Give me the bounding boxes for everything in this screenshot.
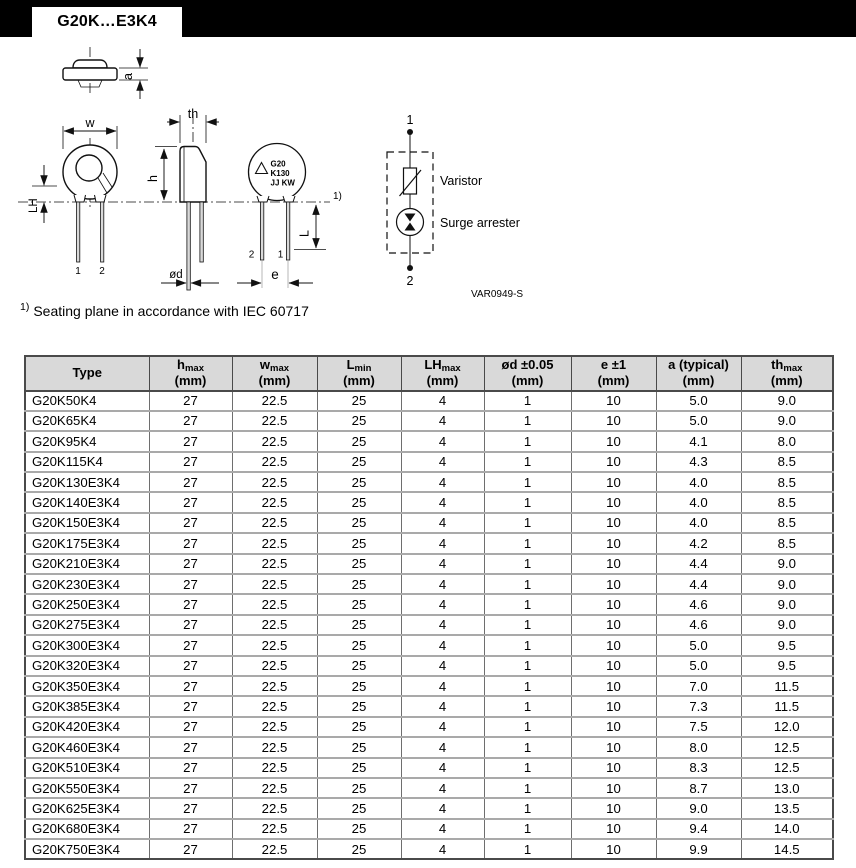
- cell-value: 1: [484, 635, 571, 655]
- cell-value: 1: [484, 431, 571, 451]
- cell-value: 9.0: [741, 554, 833, 574]
- cell-type: G20K350E3K4: [25, 676, 149, 696]
- table-row: [25, 696, 833, 716]
- cell-value: 4: [401, 411, 484, 431]
- front-lead2-label: 2: [99, 266, 105, 277]
- cell-value: 13.5: [741, 798, 833, 818]
- table-row: [25, 513, 833, 533]
- table-row: [25, 819, 833, 839]
- cell-value: 25: [317, 431, 401, 451]
- cell-value: 25: [317, 717, 401, 737]
- col-header-e: e ±1 (mm): [571, 356, 656, 391]
- cell-value: 27: [149, 554, 232, 574]
- cell-value: 8.5: [741, 472, 833, 492]
- cell-value: 25: [317, 472, 401, 492]
- table-body: [25, 391, 833, 860]
- cell-value: 25: [317, 798, 401, 818]
- cell-value: 4: [401, 533, 484, 553]
- cell-value: 13.0: [741, 778, 833, 798]
- varistor-symbol: [400, 168, 422, 196]
- cell-value: 22.5: [232, 798, 317, 818]
- cell-value: 22.5: [232, 717, 317, 737]
- table-row: [25, 411, 833, 431]
- cell-value: 10: [571, 798, 656, 818]
- cell-value: 10: [571, 594, 656, 614]
- cell-type: G20K250E3K4: [25, 594, 149, 614]
- seating-plane-ref: 1): [333, 191, 342, 202]
- table-row: [25, 717, 833, 737]
- marking-line2: K130: [270, 169, 290, 178]
- cell-value: 8.0: [741, 431, 833, 451]
- table-row: [25, 574, 833, 594]
- table-row: [25, 798, 833, 818]
- marking-view-drawing: [237, 144, 342, 289]
- cell-value: 1: [484, 839, 571, 859]
- cell-value: 22.5: [232, 472, 317, 492]
- col-header-type: Type: [25, 356, 149, 391]
- surge-arrester-label: Surge arrester: [440, 216, 520, 230]
- cell-value: 25: [317, 778, 401, 798]
- table-row: [25, 656, 833, 676]
- dim-label-od: ød: [169, 269, 183, 281]
- cell-value: 27: [149, 411, 232, 431]
- cell-value: 22.5: [232, 819, 317, 839]
- cell-value: 10: [571, 778, 656, 798]
- cell-value: 22.5: [232, 758, 317, 778]
- cell-value: 9.0: [741, 411, 833, 431]
- cell-value: 4: [401, 594, 484, 614]
- cell-value: 4: [401, 717, 484, 737]
- dim-label-a: a: [121, 73, 135, 80]
- cell-value: 8.7: [656, 778, 741, 798]
- cell-value: 27: [149, 452, 232, 472]
- cell-value: 7.0: [656, 676, 741, 696]
- table-row: [25, 533, 833, 553]
- cell-type: G20K275E3K4: [25, 615, 149, 635]
- cell-value: 10: [571, 737, 656, 757]
- cell-value: 1: [484, 574, 571, 594]
- cell-value: 27: [149, 513, 232, 533]
- cell-value: 4: [401, 696, 484, 716]
- cell-value: 4: [401, 574, 484, 594]
- cell-value: 12.0: [741, 717, 833, 737]
- title-box: [32, 7, 182, 37]
- cell-value: 5.0: [656, 391, 741, 411]
- terminal-2-label: 2: [406, 274, 414, 288]
- cell-value: 5.0: [656, 411, 741, 431]
- marking-line1: G20: [270, 159, 286, 169]
- cell-type: G20K130E3K4: [25, 472, 149, 492]
- cell-value: 11.5: [741, 676, 833, 696]
- cell-type: G20K550E3K4: [25, 778, 149, 798]
- dim-label-l: L: [297, 230, 312, 237]
- cell-value: 1: [484, 391, 571, 411]
- cell-value: 8.3: [656, 758, 741, 778]
- cell-type: G20K210E3K4: [25, 554, 149, 574]
- cell-value: 4.6: [656, 594, 741, 614]
- cell-type: G20K95K4: [25, 431, 149, 451]
- table-row: [25, 758, 833, 778]
- cell-value: 7.5: [656, 717, 741, 737]
- cell-value: 4.4: [656, 554, 741, 574]
- cell-value: 22.5: [232, 411, 317, 431]
- cell-value: 4.1: [656, 431, 741, 451]
- cell-value: 25: [317, 819, 401, 839]
- cell-value: 27: [149, 676, 232, 696]
- cell-value: 22.5: [232, 452, 317, 472]
- cell-type: G20K115K4: [25, 452, 149, 472]
- table-row: [25, 615, 833, 635]
- cell-value: 8.5: [741, 513, 833, 533]
- col-header-wmax: $w_{max}$ (mm): [232, 356, 317, 391]
- cell-value: 1: [484, 411, 571, 431]
- cell-value: 4: [401, 819, 484, 839]
- table-header-row: [25, 356, 833, 391]
- table-row: [25, 778, 833, 798]
- table-row: [25, 635, 833, 655]
- cell-type: G20K320E3K4: [25, 656, 149, 676]
- cell-type: G20K460E3K4: [25, 737, 149, 757]
- cell-value: 8.5: [741, 492, 833, 512]
- dim-label-h: h: [146, 175, 160, 182]
- cell-value: 1: [484, 656, 571, 676]
- cell-value: 4: [401, 452, 484, 472]
- marking-lead-right-label: 1: [277, 249, 284, 261]
- cell-value: 22.5: [232, 737, 317, 757]
- cell-value: 8.5: [741, 533, 833, 553]
- cell-value: 10: [571, 391, 656, 411]
- cell-value: 25: [317, 737, 401, 757]
- cell-value: 10: [571, 839, 656, 859]
- cell-value: 9.5: [741, 635, 833, 655]
- cell-value: 10: [571, 676, 656, 696]
- cell-value: 25: [317, 513, 401, 533]
- table-row: [25, 452, 833, 472]
- cell-value: 9.4: [656, 819, 741, 839]
- table-row: [25, 839, 833, 859]
- cell-value: 27: [149, 533, 232, 553]
- cell-value: 22.5: [232, 615, 317, 635]
- cell-value: 27: [149, 574, 232, 594]
- cell-value: 4: [401, 615, 484, 635]
- cell-value: 25: [317, 615, 401, 635]
- cell-value: 1: [484, 554, 571, 574]
- cell-type: G20K175E3K4: [25, 533, 149, 553]
- cell-value: 4.4: [656, 574, 741, 594]
- cell-value: 11.5: [741, 696, 833, 716]
- cell-value: 1: [484, 492, 571, 512]
- cell-value: 22.5: [232, 696, 317, 716]
- cell-type: G20K65K4: [25, 411, 149, 431]
- cell-value: 1: [484, 758, 571, 778]
- cell-value: 1: [484, 778, 571, 798]
- cell-value: 1: [484, 472, 571, 492]
- cell-value: 1: [484, 717, 571, 737]
- col-header-a: a (typical) (mm): [656, 356, 741, 391]
- front-view-drawing: [28, 116, 117, 277]
- cell-type: G20K680E3K4: [25, 819, 149, 839]
- cell-type: G20K385E3K4: [25, 696, 149, 716]
- cell-value: 10: [571, 472, 656, 492]
- cell-value: 10: [571, 656, 656, 676]
- cell-value: 10: [571, 533, 656, 553]
- cell-value: 27: [149, 391, 232, 411]
- cell-value: 25: [317, 411, 401, 431]
- cell-value: 22.5: [232, 431, 317, 451]
- dim-label-th: th: [187, 107, 199, 121]
- col-header-hmax: $h_{max}$ (mm): [149, 356, 232, 391]
- cell-value: 25: [317, 696, 401, 716]
- cell-value: 27: [149, 758, 232, 778]
- cell-value: 9.0: [741, 615, 833, 635]
- cell-value: 1: [484, 696, 571, 716]
- col-header-lmin: $L_{min}$ (mm): [317, 356, 401, 391]
- cell-type: G20K300E3K4: [25, 635, 149, 655]
- cell-value: 10: [571, 452, 656, 472]
- terminal-2-dot: [407, 265, 413, 271]
- cell-value: 1: [484, 594, 571, 614]
- cell-value: 25: [317, 452, 401, 472]
- cell-value: 27: [149, 594, 232, 614]
- cell-value: 5.0: [656, 656, 741, 676]
- cell-value: 27: [149, 717, 232, 737]
- cell-value: 25: [317, 533, 401, 553]
- cell-type: G20K50K4: [25, 391, 149, 411]
- varistor-label: Varistor: [440, 174, 483, 188]
- front-lead1-label: 1: [75, 266, 81, 277]
- cell-value: 27: [149, 696, 232, 716]
- cell-value: 5.0: [656, 635, 741, 655]
- cell-value: 1: [484, 676, 571, 696]
- schematic-diagram: [387, 113, 523, 299]
- cell-value: 7.3: [656, 696, 741, 716]
- cell-value: 10: [571, 574, 656, 594]
- cell-value: 10: [571, 431, 656, 451]
- footnote-text: Seating plane in accordance with IEC 60717: [33, 303, 309, 319]
- cell-value: 25: [317, 635, 401, 655]
- cell-value: 8.5: [741, 452, 833, 472]
- cell-value: 9.0: [741, 574, 833, 594]
- cell-value: 22.5: [232, 839, 317, 859]
- cell-value: 4: [401, 431, 484, 451]
- cell-value: 1: [484, 615, 571, 635]
- cell-value: 27: [149, 615, 232, 635]
- table-row: [25, 554, 833, 574]
- cell-value: 22.5: [232, 574, 317, 594]
- cell-value: 8.0: [656, 737, 741, 757]
- cell-value: 12.5: [741, 737, 833, 757]
- terminal-1-dot: [407, 129, 413, 135]
- cell-value: 27: [149, 819, 232, 839]
- cell-type: G20K420E3K4: [25, 717, 149, 737]
- cell-type: G20K140E3K4: [25, 492, 149, 512]
- cell-value: 4.6: [656, 615, 741, 635]
- cell-value: 4: [401, 798, 484, 818]
- cell-value: 22.5: [232, 778, 317, 798]
- cell-value: 25: [317, 676, 401, 696]
- table-row: [25, 472, 833, 492]
- terminal-1-label: 1: [406, 113, 414, 127]
- surge-arrester-symbol: [397, 209, 424, 236]
- cell-value: 22.5: [232, 676, 317, 696]
- cell-value: 27: [149, 656, 232, 676]
- cell-value: 25: [317, 839, 401, 859]
- col-header-thmax: $th_{max}$ (mm): [741, 356, 833, 391]
- cell-value: 1: [484, 798, 571, 818]
- top-view-drawing: [63, 47, 148, 99]
- cell-value: 10: [571, 492, 656, 512]
- table-row: [25, 492, 833, 512]
- cell-value: 22.5: [232, 635, 317, 655]
- cell-value: 22.5: [232, 492, 317, 512]
- cell-value: 10: [571, 717, 656, 737]
- cell-value: 4: [401, 656, 484, 676]
- cell-value: 4: [401, 391, 484, 411]
- cell-value: 4.0: [656, 492, 741, 512]
- cell-value: 22.5: [232, 656, 317, 676]
- cell-value: 22.5: [232, 391, 317, 411]
- technical-drawing: [0, 37, 856, 299]
- cell-type: G20K625E3K4: [25, 798, 149, 818]
- cell-value: 4: [401, 758, 484, 778]
- table-row: [25, 594, 833, 614]
- side-view-drawing: [146, 107, 219, 290]
- cell-value: 22.5: [232, 594, 317, 614]
- cell-value: 4: [401, 737, 484, 757]
- cell-value: 4: [401, 492, 484, 512]
- dim-label-e: e: [271, 267, 279, 282]
- cell-value: 9.5: [741, 656, 833, 676]
- cell-value: 4: [401, 778, 484, 798]
- cell-value: 4.2: [656, 533, 741, 553]
- cell-value: 4: [401, 554, 484, 574]
- cell-type: G20K750E3K4: [25, 839, 149, 859]
- cell-value: 22.5: [232, 554, 317, 574]
- cell-value: 1: [484, 452, 571, 472]
- top-bar: [0, 0, 856, 37]
- cell-value: 10: [571, 554, 656, 574]
- dim-label-w: w: [85, 116, 95, 130]
- cell-value: 10: [571, 411, 656, 431]
- cell-value: 25: [317, 758, 401, 778]
- cell-value: 4: [401, 472, 484, 492]
- cell-value: 4.3: [656, 452, 741, 472]
- cell-value: 1: [484, 819, 571, 839]
- cell-type: G20K230E3K4: [25, 574, 149, 594]
- cell-value: 9.0: [656, 798, 741, 818]
- footnote: [20, 301, 309, 319]
- cell-value: 27: [149, 492, 232, 512]
- col-header-lhmax: $LH_{max}$ (mm): [401, 356, 484, 391]
- page-title: G20K…E3K4: [57, 13, 157, 30]
- marking-line3: JJ KW: [270, 178, 295, 188]
- marking-lead-left-label: 2: [248, 249, 255, 261]
- cell-type: G20K150E3K4: [25, 513, 149, 533]
- figure-caption: VAR0949-S: [471, 289, 524, 299]
- dimensions-table: [24, 355, 834, 860]
- table-row: [25, 391, 833, 411]
- col-header-od: ød ±0.05 (mm): [484, 356, 571, 391]
- cell-value: 9.0: [741, 391, 833, 411]
- cell-value: 4: [401, 635, 484, 655]
- cell-value: 27: [149, 431, 232, 451]
- cell-value: 4: [401, 839, 484, 859]
- cell-value: 22.5: [232, 513, 317, 533]
- cell-value: 4.0: [656, 472, 741, 492]
- cell-value: 25: [317, 391, 401, 411]
- cell-value: 1: [484, 513, 571, 533]
- cell-value: 1: [484, 533, 571, 553]
- cell-value: 9.0: [741, 594, 833, 614]
- cell-value: 12.5: [741, 758, 833, 778]
- cell-value: 10: [571, 635, 656, 655]
- cell-value: 25: [317, 554, 401, 574]
- cell-value: 25: [317, 492, 401, 512]
- dim-label-lh: LH: [28, 198, 40, 213]
- cell-value: 10: [571, 615, 656, 635]
- cell-value: 27: [149, 472, 232, 492]
- cell-value: 25: [317, 574, 401, 594]
- cell-value: 27: [149, 839, 232, 859]
- cell-value: 25: [317, 594, 401, 614]
- table-row: [25, 737, 833, 757]
- cell-value: 10: [571, 513, 656, 533]
- cell-value: 27: [149, 798, 232, 818]
- cell-value: 9.9: [656, 839, 741, 859]
- cell-value: 27: [149, 635, 232, 655]
- cell-value: 4.0: [656, 513, 741, 533]
- table-row: [25, 676, 833, 696]
- cell-value: 27: [149, 737, 232, 757]
- cell-value: 22.5: [232, 533, 317, 553]
- cell-value: 10: [571, 758, 656, 778]
- cell-value: 4: [401, 676, 484, 696]
- cell-value: 14.0: [741, 819, 833, 839]
- cell-value: 10: [571, 696, 656, 716]
- cell-type: G20K510E3K4: [25, 758, 149, 778]
- table-row: [25, 431, 833, 451]
- footnote-ref: 1): [20, 301, 30, 313]
- cell-value: 25: [317, 656, 401, 676]
- cell-value: 14.5: [773, 841, 800, 857]
- cell-value: 27: [149, 778, 232, 798]
- cell-value: 10: [571, 819, 656, 839]
- cell-value: 1: [484, 737, 571, 757]
- cell-value: 4: [401, 513, 484, 533]
